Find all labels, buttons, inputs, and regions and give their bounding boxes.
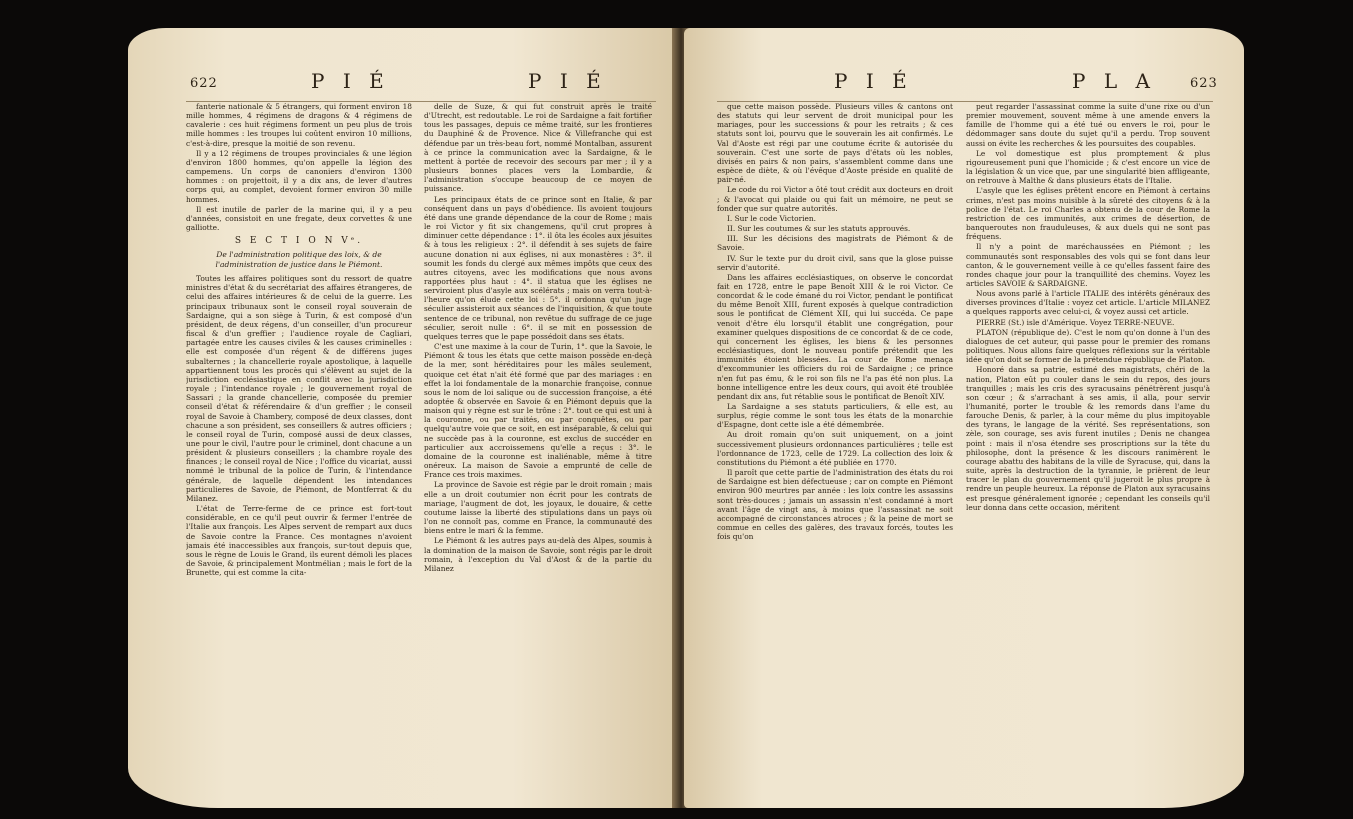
paragraph: Le vol domestique est plus promptement & plus rigoureusement puni que l'homicide ; & c'est encore un vice de la législation & un vice que, par une singularité bien affligeante, on retrouve à Malthe & dans plusieurs états de l'Italie. bbox=[966, 148, 1210, 186]
paragraph: PLATON (république de). C'est le nom qu'on donne à l'un des dialogues de cet auteur, qui passe pour le premier des romans politiques. Nous allons faire quelques réflexions sur la véritable idée qu'on doit se former de la prétendue république de Platon. bbox=[966, 327, 1210, 365]
left-page bbox=[128, 28, 677, 808]
section-title: S E C T I O N Vᵉ. bbox=[234, 236, 364, 247]
right-column-2 bbox=[966, 102, 1210, 780]
left-page-number: 622 bbox=[190, 76, 218, 91]
paragraph: L'asyle que les églises prêtent encore en Piémont à certains crimes, n'est pas moins nuisible à la sûreté des citoyens & à la police de l'état. Le roi Charles a obtenu de la cour de Rome la restriction de ces immunités, aux crimes de désertion, de banqueroutes non frauduleuses, & aux duels qui ne sont pas fréquens. bbox=[966, 186, 1210, 242]
paragraph: Honoré dans sa patrie, estimé des magistrats, chéri de la nation, Platon eût pu couler dans le sein du repos, des jours tranquilles ; mais les cris des syracusains pénétrèrent jusqu'à son cœur ; & s'arrachant à ses amis, il alla, pour servir l'humanité, porter le trouble & les remords dans l'ame du farouche Denis, & parler, à la cour même du plus impitoyable des tyrans, le langage de la vérité. Ses représentations, son zèle, son courage, ses avis furent inutiles ; Denis ne changea point : mais il n'osa étendre ses proscriptions sur la tête du philosophe, dont la présence & les discours ranimèrent le courage abattu des habitans de la ville de Syracuse, qui, dans la suite, après la destruction de la tyrannie, le prièrent de leur tracer le plan du gouvernement qu'il jugeroit le plus propre à rendre un peuple heureux. La réponse de Platon aux syracusains est presque généralement ignorée ; cependant les conseils qu'il leur donna dans cette occasion, méritent bbox=[966, 365, 1210, 512]
paragraph: Le code du roi Victor a ôté tout crédit aux docteurs en droit ; & l'avocat qui plaide ou qui fait un mémoire, ne peut se fonder que sur quatre autorités. bbox=[717, 185, 953, 213]
paragraph: La province de Savoie est régie par le droit romain ; mais elle a un droit coutumier non écrit pour les contrats de mariage, l'augment de dot, les joyaux, le douaire, & cette coutume laisse la liberté des stipulations dans un pays où l'on ne connoît pas, comme en France, la communauté des biens entre le mari & la femme. bbox=[424, 480, 652, 536]
paragraph: IV. Sur le texte pur du droit civil, sans que la glose puisse servir d'autorité. bbox=[717, 253, 953, 272]
paragraph: delle de Suze, & qui fut construit après le traité d'Utrecht, est redoutable. Le roi de Sardaigne a fait fortifier tous les passages, depuis ce même traité, sur les frontieres du Dauphiné & de Provence. Nice & Villefranche qui est défendue par un très-beau fort, nommé Montalban, assurent à ce prince la communication avec la Sardaigne, & le mettent à portée de recevoir des secours par mer ; il y a plusieurs bonnes places vers la Lombardie, & l'administration s'occupe beaucoup de ce moyen de puissance. bbox=[424, 102, 652, 194]
paragraph: II. Sur les coutumes & sur les statuts approuvés. bbox=[727, 224, 911, 234]
paragraph: Toutes les affaires politiques sont du ressort de quatre ministres d'état & du secrétariat des affaires étrangeres, de celui des affaires intérieures & de celui de la guerre. Les principaux tribunaux sont le conseil royal souverain de Sardaigne, qui a son siège à Turin, & est composé d'un président, de deux régens, d'un conseiller, d'un procureur fiscal & d'un greffier ; l'audience royale de Cagliari, partagée entre les causes civiles & les causes criminelles : elle est composée d'un régent & de différens juges subalternes ; la chancellerie royale apostolique, à laquelle appartiennent tous les procès qui s'élèvent au sujet de la jurisdiction ecclésiastique en conflit avec la jurisdiction royale ; l'intendance royale ; le gouvernement royal de Sassari ; la grande chancellerie, composée du premier conseil d'état & référendaire & d'un greffier ; le conseil royal de Savoie à Chambery, composé de deux classes, dont chacune a son président, ses conseillers & autres officiers ; le conseil royal de Turin, composé aussi de deux classes, une pour le civil, l'autre pour le criminel, dont chacune a un président & plusieurs conseillers ; la chambre royale des finances ; le conseil royal de Nice ; l'office du vicariat, aussi nommé le tribunal de la police de Turin, & l'intendance générale, de laquelle dépendent les intendances particulieres de Savoie, de Piémont, de Montferrat & du Milanez. bbox=[186, 274, 412, 503]
right-page bbox=[684, 28, 1244, 808]
left-header-left: P I É bbox=[311, 69, 390, 93]
right-running-head bbox=[684, 66, 1244, 102]
paragraph: Dans les affaires ecclésiastiques, on observe le concordat fait en 1728, entre le pape Benoît XIII & le roi Victor. Ce concordat & le code émané du roi Victor, pendant le pontificat du même Benoît XIII, furent exposés à quelque contradiction sous le pontificat de Clément XII, qui lui succéda. Ce pape venoit d'être élu lorsqu'il établit une congrégation, pour examiner quelques dispositions de ce concordat & de ce code, qui concernent les églises, les biens & les personnes ecclésiastiques, dont le nouveau pontife prétendit que les immunités étoient blessées. La cour de Rome menaça d'excommunier les officiers du roi de Sardaigne ; ce prince n'en fut pas ému, & le roi son fils ne l'a pas été non plus. La bonne intelligence entre les deux cours, qui avoit été troublée pendant dix ans, fut rétablie sous le pontificat de Benoît XIV. bbox=[717, 272, 953, 401]
paragraph: peut regarder l'assassinat comme la suite d'une rixe ou d'un premier mouvement, souvent même à une amende envers la famille de l'homme qui a été tué ou envers le roi, pour le dédommager sans doute du sujet qu'il a perdu. Trop souvent aussi on évite les recherches & les poursuites des coupables. bbox=[966, 102, 1210, 148]
paragraph: L'état de Terre-ferme de ce prince est fort-tout considérable, en ce qu'il peut ouvrir & fermer l'entrée de l'Italie aux françois. Les Alpes servent de rempart aux ducs de Savoie contre la France. Ces montagnes n'avoient jamais été inaccessibles aux françois, sur-tout depuis que, sous le règne de Louis le Grand, ils eurent démoli les places de Savoie, & principalement Montmélian ; mais le fort de la Brunette, qui est comme la cita- bbox=[186, 504, 412, 578]
left-column-1 bbox=[186, 102, 412, 780]
paragraph: Les principaux états de ce prince sont en Italie, & par conséquent dans un pays d'obédience. Ils avoient toujours été dans une grande dépendance de la cour de Rome ; mais le roi Victor y fit six changemens, qu'il crut propres à diminuer cette dépendance : 1°. il ôta les écoles aux jésuites & à tous les religieux : 2°. il défendit à ses sujets de faire aucune donation ni aux églises, ni aux monastères : 3°. il soumit les fonds du clergé aux mêmes impôts que ceux des autres citoyens, avec les modifications que nous avons rapportées plus haut : 4°. il statua que les églises ne serviroient plus d'asyle aux scélérats ; mais on verra tout-à-l'heure qu'on élude cette loi : 5°. il ordonna qu'un juge séculier assisteroit aux séances de l'inquisition, & que toute sentence de ce tribunal, non revêtue du suffrage de ce juge séculier, seroit nulle : 6°. il se mit en possession de quelques terres que le pape possédoit dans ses états. bbox=[424, 194, 652, 341]
paragraph: Il y a 12 régimens de troupes provinciales & une légion d'environ 1800 hommes, qu'on appelle la légion des campemens. Un corps de canoniers d'environ 1300 hommes : on projettoit, il y a dix ans, de lever d'autres corps qui, au complet, devoient former environ 30 mille hommes. bbox=[186, 148, 412, 204]
right-header-right: P L A bbox=[1072, 69, 1156, 93]
left-header-right: P I É bbox=[528, 69, 607, 93]
section-subtitle: De l'administration politique des loix, & de l'administration de justice dans le Piémont. bbox=[215, 250, 383, 269]
paragraph: I. Sur le code Victorien. bbox=[727, 213, 816, 223]
right-page-number: 623 bbox=[1190, 76, 1218, 91]
paragraph: Il paroît que cette partie de l'administration des états du roi de Sardaigne est bien défectueuse ; car on compte en Piémont environ 900 meurtres par année : les loix contre les assassins sont très-douces ; jamais un assassin n'est condamné à mort avant l'âge de vingt ans, à moins que l'assassinat ne soit accompagné de circonstances atroces ; & la peine de mort se commue en celles des galères, des travaux forcés, toutes les fois qu'on bbox=[717, 468, 953, 542]
left-column-2 bbox=[424, 102, 652, 780]
paragraph: Il n'y a point de maréchaussées en Piémont ; les communautés sont responsables des vols qui se font dans leur canton, & le gouvernement veille à ce qu'elles fassent faire des rondes chaque jour pour la tranquillité des chemins. Voyez les articles SAVOIE & SARDAIGNE. bbox=[966, 242, 1210, 288]
paragraph: Il est inutile de parler de la marine qui, il y a peu d'années, consistoit en une fregate, deux corvettes & une galliotte. bbox=[186, 204, 412, 233]
paragraph: Nous avons parlé à l'article ITALIE des intérêts généraux des diverses provinces d'Italie : voyez cet article. L'article MILANEZ a quelques rapports avec celui-ci, & voyez aussi cet article. bbox=[966, 289, 1210, 317]
paragraph: III. Sur les décisions des magistrats de Piémont & de Savoie. bbox=[717, 234, 953, 253]
paragraph: Au droit romain qu'on suit uniquement, on a joint successivement plusieurs ordonnances particulières ; telle est l'ordonnance de 1723, celle de 1729. La collection des loix & constitutions du Piémont a été publiée en 1770. bbox=[717, 430, 953, 467]
right-column-1 bbox=[717, 102, 953, 780]
paragraph: Le Piémont & les autres pays au-delà des Alpes, soumis à la domination de la maison de Savoie, sont régis par le droit romain, à l'exception du Val d'Aost & de la partie du Milanez bbox=[424, 536, 652, 573]
right-header-left: P I É bbox=[834, 69, 913, 93]
left-running-head bbox=[128, 66, 677, 102]
paragraph: La Sardaigne a ses statuts particuliers, & elle est, au surplus, régie comme le sont tous les états de la monarchie d'Espagne, dont cette isle a été démembrée. bbox=[717, 402, 953, 430]
paragraph: C'est une maxime à la cour de Turin, 1°. que la Savoie, le Piémont & tous les états que cette maison possède en-deçà de la mer, sont héréditaires pour les mâles seulement, quoique cet état n'ait été formé que par des mariages : en effet la loi fondamentale de la monarchie françoise, connue sous le nom de loi salique ou de succession françoise, a été adoptée & observée en Savoie & en Piémont depuis que la maison qui y règne est sur le trône : 2°. tout ce qui est uni à la couronne, ou par traités, ou par conquêtes, ou par quelqu'autre voie que ce soit, en est inséparable, & celui qui ne succède pas à la couronne, est exclus de succéder en particulier aux accroissemens qu'elle a reçus : 3°. le domaine de la couronne est inaliénable, même à titre onéreux. La maison de Savoie a emprunté de celle de France ces trois maximes. bbox=[424, 342, 652, 480]
paragraph: que cette maison possède. Plusieurs villes & cantons ont des statuts qui leur servent de droit municipal pour les mariages, pour les successions & pour les retraits ; & ces statuts sont loi, pourvu que le souverain les ait confirmés. Le Val d'Aoste est régi par une coutume écrite & autorisée du souverain. C'est une sorte de pays d'états où les nobles, divisés en pairs & non pairs, s'assemblent comme dans une espèce de diète, & où l'évêque d'Aoste préside en qualité de pair-né. bbox=[717, 102, 953, 185]
paragraph: PIERRE (St.) isle d'Amérique. Voyez TERRE-NEUVE. bbox=[976, 317, 1175, 327]
paragraph: fanterie nationale & 5 étrangers, qui forment environ 18 mille hommes, 4 régimens de dragons & 4 régimens de cavalerie : ces huit régimens forment un peu plus de trois mille hommes : les troupes lui coûtent environ 10 millions, c'est-à-dire, presque la moitié de son revenu. bbox=[186, 102, 412, 148]
